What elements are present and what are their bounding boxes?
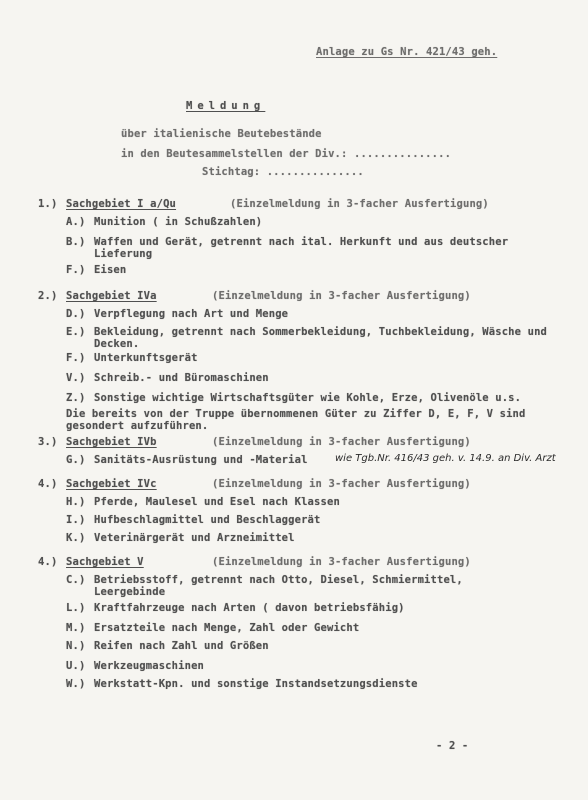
- intro-line-2: in den Beutesammelstellen der Div.: ...............: [121, 148, 452, 160]
- section-3-number: 3.): [38, 436, 58, 448]
- section-3-item-text: Sanitäts-Ausrüstung und -Material: [94, 454, 308, 466]
- section-5-item-text: Werkstatt-Kpn. und sonstige Instandsetzungsdienste: [94, 678, 418, 690]
- section-4-item-key: H.): [66, 496, 86, 508]
- section-3-note: (Einzelmeldung in 3-facher Ausfertigung): [212, 436, 471, 448]
- section-1-item-text: Waffen und Gerät, getrennt nach ital. Herkunft und aus deutscher Lieferung: [94, 236, 509, 260]
- section-2-item-text: Schreib.- und Büromaschinen: [94, 372, 269, 384]
- section-5-item-text: Kraftfahrzeuge nach Arten ( davon betriebsfähig): [94, 602, 405, 614]
- section-5-heading: Sachgebiet V: [66, 556, 144, 568]
- section-4-item-text: Hufbeschlagmittel und Beschlaggerät: [94, 514, 321, 526]
- section-2-item-key: V.): [66, 372, 86, 384]
- section-5-item-text: Ersatzteile nach Menge, Zahl oder Gewicht: [94, 622, 360, 634]
- section-4-note: (Einzelmeldung in 3-facher Ausfertigung): [212, 478, 471, 490]
- section-2-footnote: Die bereits von der Truppe übernommenen Güter zu Ziffer D, E, F, V sind gesondert aufzuführen.: [66, 408, 526, 432]
- section-3-item-key: G.): [66, 454, 86, 466]
- intro-line-3: Stichtag: ...............: [202, 166, 364, 178]
- section-2-item-key: D.): [66, 308, 86, 320]
- document-title: Meldung: [186, 100, 266, 112]
- section-3-heading: Sachgebiet IVb: [66, 436, 157, 448]
- section-5-item-key: L.): [66, 602, 86, 614]
- page-number: - 2 -: [436, 740, 469, 752]
- intro-line-1: über italienische Beutebestände: [121, 128, 322, 140]
- section-5-item-key: M.): [66, 622, 86, 634]
- section-4-item-key: I.): [66, 514, 86, 526]
- handwritten-annotation: wie Tgb.Nr. 416/43 geh. v. 14.9. an Div. Arzt: [335, 453, 556, 464]
- section-4-item-text: Pferde, Maulesel und Esel nach Klassen: [94, 496, 340, 508]
- section-4-item-text: Veterinärgerät und Arzneimittel: [94, 532, 295, 544]
- section-2-item-text: Verpflegung nach Art und Menge: [94, 308, 289, 320]
- section-2-number: 2.): [38, 290, 58, 302]
- section-2-item-text: Sonstige wichtige Wirtschaftsgüter wie Kohle, Erze, Olivenöle u.s.: [94, 392, 522, 404]
- header-reference: Anlage zu Gs Nr. 421/43 geh.: [316, 46, 498, 58]
- section-2-item-key: F.): [66, 352, 86, 364]
- section-4-item-key: K.): [66, 532, 86, 544]
- section-2-note: (Einzelmeldung in 3-facher Ausfertigung): [212, 290, 471, 302]
- section-2-item-key: Z.): [66, 392, 86, 404]
- section-5-note: (Einzelmeldung in 3-facher Ausfertigung): [212, 556, 471, 568]
- section-2-heading: Sachgebiet IVa: [66, 290, 157, 302]
- section-1-number: 1.): [38, 198, 58, 210]
- section-2-item-text: Bekleidung, getrennt nach Sommerbekleidung, Tuchbekleidung, Wäsche und Decken.: [94, 326, 548, 350]
- section-1-item-key: A.): [66, 216, 86, 228]
- section-5-item-key: U.): [66, 660, 86, 672]
- section-1-item-key: B.): [66, 236, 86, 248]
- section-5-item-key: W.): [66, 678, 86, 690]
- section-1-note: (Einzelmeldung in 3-facher Ausfertigung): [230, 198, 489, 210]
- section-2-item-key: E.): [66, 326, 86, 338]
- section-4-number: 4.): [38, 478, 58, 490]
- section-5-item-key: N.): [66, 640, 86, 652]
- section-5-item-text: Betriebsstoff, getrennt nach Otto, Diesel, Schmiermittel, Leergebinde: [94, 574, 463, 598]
- section-5-item-text: Reifen nach Zahl und Größen: [94, 640, 269, 652]
- section-5-item-key: C.): [66, 574, 86, 586]
- section-5-item-text: Werkzeugmaschinen: [94, 660, 205, 672]
- section-4-heading: Sachgebiet IVc: [66, 478, 157, 490]
- section-5-number: 4.): [38, 556, 58, 568]
- section-1-item-text: Munition ( in Schußzahlen): [94, 216, 263, 228]
- section-2-item-text: Unterkunftsgerät: [94, 352, 198, 364]
- section-1-item-key: F.): [66, 264, 86, 276]
- section-1-heading: Sachgebiet I a/Qu: [66, 198, 177, 210]
- section-1-item-text: Eisen: [94, 264, 127, 276]
